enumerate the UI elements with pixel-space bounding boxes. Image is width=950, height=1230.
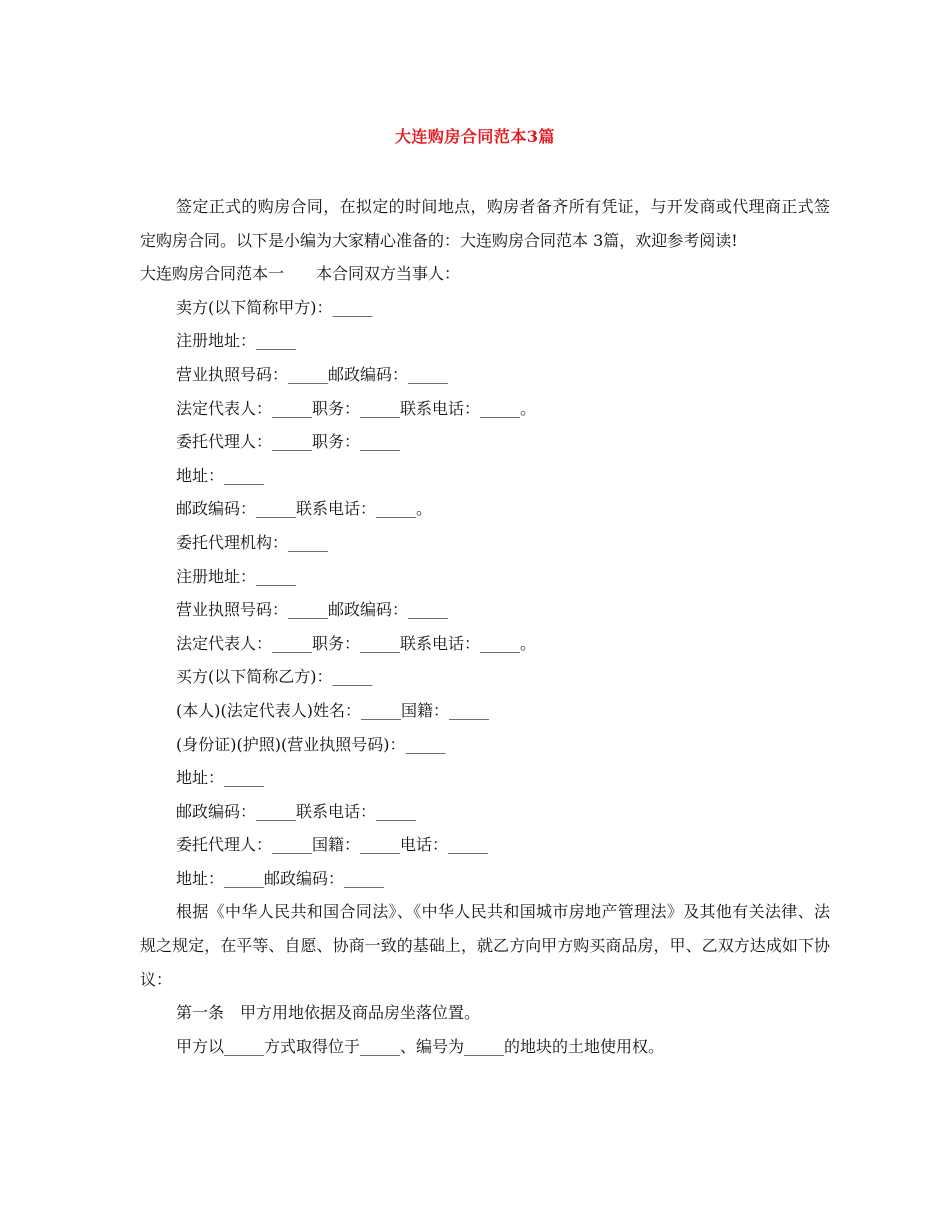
field-line-agency-legal-rep: 法定代表人：_____职务：_____联系电话：_____。 bbox=[176, 633, 537, 653]
field-line-agent: 委托代理人：_____职务：_____ bbox=[176, 432, 401, 452]
field-line-address: 地址：_____ bbox=[176, 465, 265, 485]
field-line-buyer-id: (身份证)(护照)(营业执照号码)：_____ bbox=[176, 734, 446, 754]
field-line-agency-license: 营业执照号码：_____邮政编码：_____ bbox=[176, 600, 449, 620]
field-line-agency-address: 注册地址：_____ bbox=[176, 566, 297, 586]
field-line-buyer-postcode-phone: 邮政编码：_____联系电话：_____ bbox=[176, 801, 417, 821]
field-line-postcode-phone: 邮政编码：_____联系电话：_____。 bbox=[176, 499, 433, 519]
document-body bbox=[140, 190, 830, 1063]
basis-paragraph: 根据《中华人民共和国合同法》、《中华人民共和国城市房地产管理法》及其他有关法律、法规之规定，在平等、自愿、协商一致的基础上，就乙方向甲方购买商品房，甲、乙双方达成如下协议： bbox=[140, 902, 830, 989]
contract-heading-line: 大连购房合同范本一 本合同双方当事人： bbox=[140, 264, 461, 284]
article-1-title: 第一条 甲方用地依据及商品房坐落位置。 bbox=[176, 1003, 481, 1023]
field-line-legal-rep: 法定代表人：_____职务：_____联系电话：_____。 bbox=[176, 398, 537, 418]
field-line-buyer-name: (本人)(法定代表人)姓名：_____国籍：_____ bbox=[176, 700, 489, 720]
field-line-buyer-address: 地址：_____ bbox=[176, 768, 265, 788]
field-line-buyer-agent: 委托代理人：_____国籍：_____电话：_____ bbox=[176, 835, 489, 855]
field-line-buyer: 买方(以下简称乙方)：_____ bbox=[176, 667, 373, 687]
intro-paragraph: 签定正式的购房合同，在拟定的时间地点，购房者备齐所有凭证，与开发商或代理商正式签定购房合同。以下是小编为大家精心准备的：大连购房合同范本 3篇，欢迎参考阅读! bbox=[140, 197, 830, 250]
field-line-registered-address: 注册地址：_____ bbox=[176, 331, 297, 351]
article-1-text: 甲方以_____方式取得位于_____、编号为_____的地块的土地使用权。 bbox=[176, 1036, 665, 1056]
field-line-buyer-agent-address: 地址：_____邮政编码：_____ bbox=[176, 868, 385, 888]
field-line-seller: 卖方(以下简称甲方)：_____ bbox=[176, 297, 373, 317]
document-title: 大连购房合同范本3篇 bbox=[394, 127, 556, 146]
field-line-license-postcode: 营业执照号码：_____邮政编码：_____ bbox=[176, 364, 449, 384]
field-line-agency: 委托代理机构：_____ bbox=[176, 532, 329, 552]
